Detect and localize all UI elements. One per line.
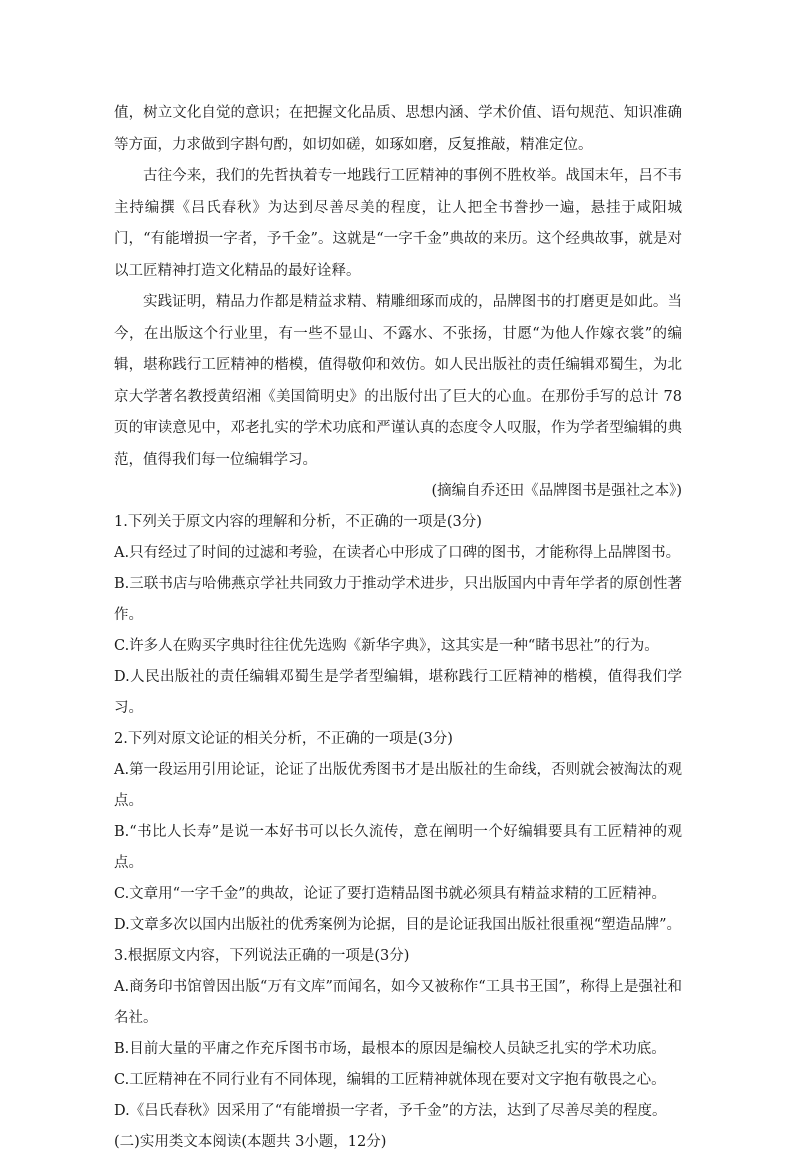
option-b: B.目前大量的平庸之作充斥图书市场，最根本的原因是编校人员缺乏扎实的学术功底。	[114, 1041, 666, 1057]
option-c: C.工匠精神在不同行业有不同体现，编辑的工匠精神就体现在要对文字抱有敬畏之心。	[114, 1072, 666, 1088]
section-heading: (二)实用类文本阅读(本题共 3小题，12分)	[114, 1134, 387, 1150]
passage-source: (摘编自乔还田《品牌图书是强社之本》)	[431, 483, 682, 499]
option-d: D.人民出版社的责任编辑邓蜀生是学者型编辑，堪称践行工匠精神的楷模，值得我们学习。	[114, 669, 682, 716]
option-d: D.文章多次以国内出版社的优秀案例为论据，目的是论证我国出版社很重视“塑造品牌”。	[114, 917, 682, 933]
option-a: A.只有经过了时间的过滤和考验，在读者心中形成了口碑的图书，才能称得上品牌图书。	[114, 545, 681, 561]
question-stem: 1.下列关于原文内容的理解和分析，不正确的一项是(3分)	[114, 514, 482, 530]
option-c: C.许多人在购买字典时往往优先选购《新华字典》，这其实是一种“睹书思社”的行为。	[114, 638, 659, 654]
option-a: A.第一段运用引用论证，论证了出版优秀图书才是出版社的生命线，否则就会被淘汰的观点。	[114, 762, 682, 809]
question-stem: 2.下列对原文论证的相关分析，不正确的一项是(3分)	[114, 731, 453, 747]
question-1	[114, 507, 682, 724]
question-stem: 3.根据原文内容，下列说法正确的一项是(3分)	[114, 948, 410, 964]
option-d: D.《吕氏春秋》因采用了“有能增损一字者，予千金”的方法，达到了尽善尽美的程度。	[114, 1103, 667, 1119]
option-a: A.商务印书馆曾因出版“万有文库”而闻名，如今又被称作“工具书王国”，称得上是强社和名社。	[114, 979, 682, 1026]
passage-paragraph-1: 值，树立文化自觉的意识；在把握文化品质、思想内涵、学术价值、语句规范、知识准确等方面，力求做到字斟句酌，如切如磋，如琢如磨，反复推敲，精准定位。	[114, 105, 682, 153]
passage-paragraph-3: 实践证明，精品力作都是精益求精、精雕细琢而成的，品牌图书的打磨更是如此。当今，在出版这个行业里，有一些不显山、不露水、不张扬，甘愿“为他人作嫁衣裳”的编辑，堪称践行工匠精神的楷模，值得敬仰和效仿。如人民出版社的责任编辑邓蜀生，为北京大学著名教授黄绍湘《美国简明史》的出版付出了巨大的心血。在那份手写的总计 78页的审读意见中，邓老扎实的学术功底和严谨认真的态度令人叹服，作为学者型编辑的典范，值得我们每一位编辑学习。	[114, 294, 682, 468]
option-b: B.三联书店与哈佛燕京学社共同致力于推动学术进步，只出版国内中青年学者的原创性著作。	[114, 576, 682, 623]
option-c: C.文章用“一字千金”的典故，论证了要打造精品图书就必须具有精益求精的工匠精神。	[114, 886, 667, 902]
exam-page	[114, 98, 682, 1158]
option-b: B.“书比人长寿”是说一本好书可以长久流传，意在阐明一个好编辑要具有工匠精神的观点。	[114, 824, 682, 871]
question-3	[114, 941, 682, 1127]
passage-paragraph-2: 古往今来，我们的先哲执着专一地践行工匠精神的事例不胜枚举。战国末年，吕不韦主持编撰《吕氏春秋》为达到尽善尽美的程度，让人把全书誊抄一遍，悬挂于咸阳城门，“有能增损一字者，予千金”。这就是“一字千金”典故的来历。这个经典故事，就是对以工匠精神打造文化精品的最好诠释。	[114, 168, 682, 279]
question-2	[114, 724, 682, 941]
